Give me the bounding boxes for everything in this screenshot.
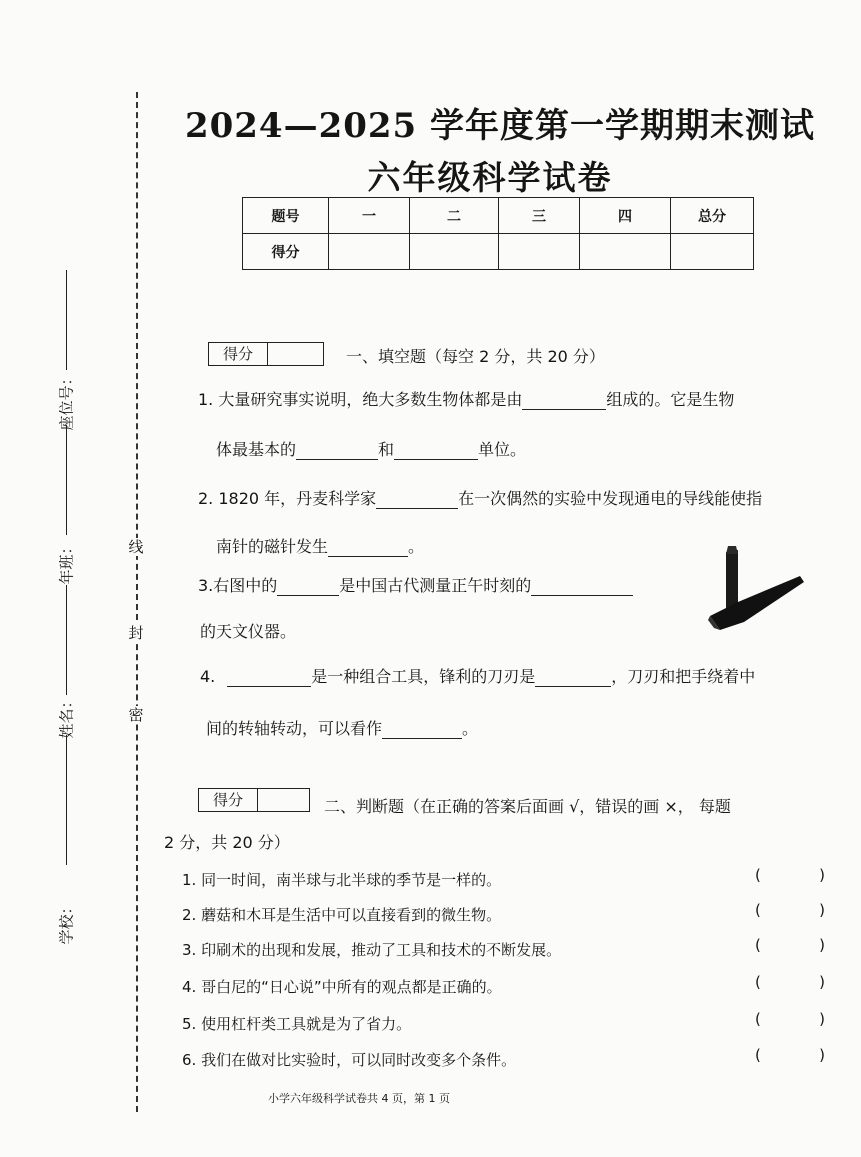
seat-number-label: 座位号： <box>57 370 76 431</box>
seat-number-line <box>66 270 67 370</box>
score-cell[interactable] <box>580 234 671 270</box>
binding-char-feng: 封 <box>128 624 144 642</box>
page-footer: 小学六年级科学试卷共 4 页，第 1 页 <box>268 1092 450 1105</box>
question-3-line-1: 3.右图中的 是中国古代测量正午时刻的 <box>198 573 633 596</box>
question-2-line-1: 2. 1820 年，丹麦科学家 在一次偶然的实验中发现通电的导线能使指 <box>198 489 763 508</box>
score-table-score-row <box>243 234 754 270</box>
score-table-row-label: 题号 <box>243 198 329 234</box>
answer-blank[interactable] <box>296 441 378 460</box>
section2-score-box <box>198 788 310 812</box>
answer-blank[interactable] <box>227 668 311 687</box>
answer-bracket[interactable]: ( ) <box>755 1046 825 1064</box>
score-cell[interactable] <box>329 234 410 270</box>
score-cell[interactable] <box>671 234 754 270</box>
score-table-score-label: 得分 <box>243 234 329 270</box>
score-cell[interactable] <box>499 234 580 270</box>
section1-score-box-value[interactable] <box>268 343 323 365</box>
judge-item-5: 5. 使用杠杆类工具就是为了省力。 <box>182 1015 412 1033</box>
answer-bracket[interactable]: ( ) <box>755 936 825 954</box>
answer-blank[interactable] <box>522 391 606 410</box>
answer-bracket[interactable]: ( ) <box>755 866 825 884</box>
score-table-col-1: 一 <box>329 198 410 234</box>
name-label: 姓名： <box>57 693 76 739</box>
score-table-col-2: 二 <box>410 198 499 234</box>
judge-item-6: 6. 我们在做对比实验时，可以同时改变多个条件。 <box>182 1051 517 1069</box>
score-table-col-4: 四 <box>580 198 671 234</box>
question-1-line-1: 1. 大量研究事实说明，绝大多数生物体都是由 组成的。它是生物 <box>198 390 735 409</box>
binding-char-mi: 密 <box>128 706 144 724</box>
judge-item-2: 2. 蘑菇和木耳是生活中可以直接看到的微生物。 <box>182 906 502 924</box>
answer-blank[interactable] <box>277 577 339 596</box>
exam-title: 2024—2025 学年度第一学期期末测试 <box>184 106 816 146</box>
judge-item-4: 4. 哥白尼的“日心说”中所有的观点都是正确的。 <box>182 978 502 996</box>
judge-item-1: 1. 同一时间，南半球与北半球的季节是一样的。 <box>182 871 502 889</box>
answer-bracket[interactable]: ( ) <box>755 973 825 991</box>
exam-subtitle: 六年级科学试卷 <box>367 158 613 197</box>
answer-blank[interactable] <box>394 441 478 460</box>
answer-blank[interactable] <box>376 490 458 509</box>
answer-bracket[interactable]: ( ) <box>755 901 825 919</box>
score-table-col-3: 三 <box>499 198 580 234</box>
question-2-line-2: 南针的磁针发生 。 <box>216 537 425 556</box>
section1-heading: 一、填空题（每空 2 分，共 20 分） <box>346 347 605 366</box>
question-4-line-1: 4. 是一种组合工具，锋利的刀刃是 ，刀刃和把手绕着中 <box>200 667 756 686</box>
answer-blank[interactable] <box>535 668 611 687</box>
class-label: 年班： <box>57 539 76 585</box>
question-1-line-2: 体最基本的 和 单位。 <box>216 440 527 459</box>
score-table <box>242 197 754 270</box>
section1-score-box <box>208 342 324 366</box>
score-cell[interactable] <box>410 234 499 270</box>
answer-bracket[interactable]: ( ) <box>755 1010 825 1028</box>
name-line <box>66 585 67 695</box>
answer-blank[interactable] <box>382 720 462 739</box>
section2-score-box-label: 得分 <box>199 789 258 811</box>
school-label: 学校： <box>57 899 76 945</box>
school-line <box>66 735 67 865</box>
question-4-line-2: 间的转轴转动，可以看作 。 <box>206 719 479 738</box>
judge-item-3: 3. 印刷术的出现和发展，推动了工具和技术的不断发展。 <box>182 941 562 959</box>
binding-char-xian: 线 <box>128 538 144 556</box>
question-3-line-2: 的天文仪器。 <box>200 622 297 641</box>
section2-heading: 二、判断题（在正确的答案后面画 √，错误的画 ×， 每题 <box>324 797 731 816</box>
answer-blank[interactable] <box>531 577 633 596</box>
class-line <box>66 425 67 535</box>
section1-score-box-label: 得分 <box>209 343 268 365</box>
binding-dashed-line <box>136 92 138 1112</box>
answer-blank[interactable] <box>328 538 408 557</box>
section2-heading-cont: 2 分，共 20 分） <box>164 833 290 852</box>
score-table-col-total: 总分 <box>671 198 754 234</box>
section2-score-box-value[interactable] <box>258 789 309 811</box>
score-table-header-row <box>243 198 754 234</box>
gnomon-instrument-image <box>704 542 806 634</box>
